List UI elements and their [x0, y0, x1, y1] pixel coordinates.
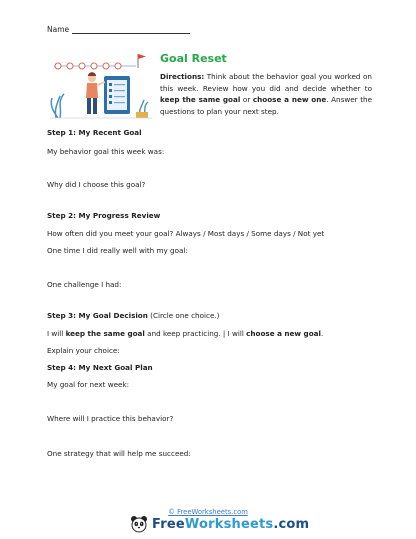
directions-bold-1: keep the same goal	[160, 95, 241, 105]
step3-heading-title: Step 3: My Goal Decision	[47, 311, 148, 320]
step4-question-3: One strategy that will help me succeed:	[47, 449, 191, 458]
step3-choice-line	[47, 329, 323, 338]
step3-heading	[47, 311, 219, 320]
step2-question-2: One time I did really well with my goal:	[47, 246, 188, 255]
goal-progress-illustration	[48, 52, 155, 122]
brand-wordmark	[152, 517, 309, 532]
milestone-dot	[91, 63, 97, 69]
step3-choice-end: .	[320, 329, 324, 338]
step4-question-2: Where will I practice this behavior?	[47, 414, 174, 423]
step1-question-1: My behavior goal this week was:	[47, 147, 165, 156]
milestone-dot	[103, 63, 109, 69]
worksheet-title: Goal Reset	[160, 52, 227, 65]
goal-flag-icon	[138, 54, 146, 59]
directions-bold-2: choose a new one	[252, 95, 327, 105]
step2-heading: Step 2: My Progress Review	[47, 211, 161, 220]
milestone-dot	[55, 63, 61, 69]
milestone-dot	[79, 63, 85, 69]
step3-heading-note: (Circle one choice.)	[147, 311, 220, 320]
directions-text-1: Think about the behavior goal you worked on this week. Review how you did and decide whether to	[160, 72, 372, 93]
step4-question-1: My goal for next week:	[47, 380, 130, 389]
name-row	[47, 25, 190, 34]
brand-part-free: Free	[152, 516, 185, 532]
brand-part-com: .com	[273, 516, 310, 532]
step3-choice-mid: and keep practicing. | I will	[144, 329, 247, 338]
directions-text-3: . Answer the questions to plan your next step.	[160, 95, 373, 116]
footer-brand-logo	[130, 515, 309, 533]
step3-choice-pre: I will	[47, 329, 66, 338]
panda-icon	[130, 515, 148, 533]
step1-question-2: Why did I choose this goal?	[47, 180, 146, 189]
directions-text-2: or	[240, 95, 253, 105]
plant-left	[51, 94, 64, 118]
name-label: Name	[47, 25, 70, 34]
directions-label: Directions:	[160, 72, 205, 81]
name-blank-line[interactable]	[72, 26, 190, 34]
milestone-dot	[67, 63, 73, 69]
step3-question-2: Explain your choice:	[47, 346, 120, 355]
footer-copyright-link[interactable]: © FreeWorksheets.com	[168, 508, 248, 516]
step4-heading: Step 4: My Next Goal Plan	[47, 363, 153, 372]
keep-same-goal-option[interactable]: keep the same goal	[65, 329, 145, 338]
step2-question-3: One challenge I had:	[47, 280, 122, 289]
person-body	[86, 83, 98, 98]
directions-paragraph	[160, 71, 372, 117]
choose-new-goal-option[interactable]: choose a new goal	[246, 329, 321, 338]
milestone-dot	[115, 63, 121, 69]
step2-question-1: How often did you meet your goal? Always / Most days / Some days / Not yet	[47, 229, 325, 238]
brand-part-worksheets: Worksheets	[184, 516, 274, 532]
step1-heading: Step 1: My Recent Goal	[47, 128, 142, 137]
